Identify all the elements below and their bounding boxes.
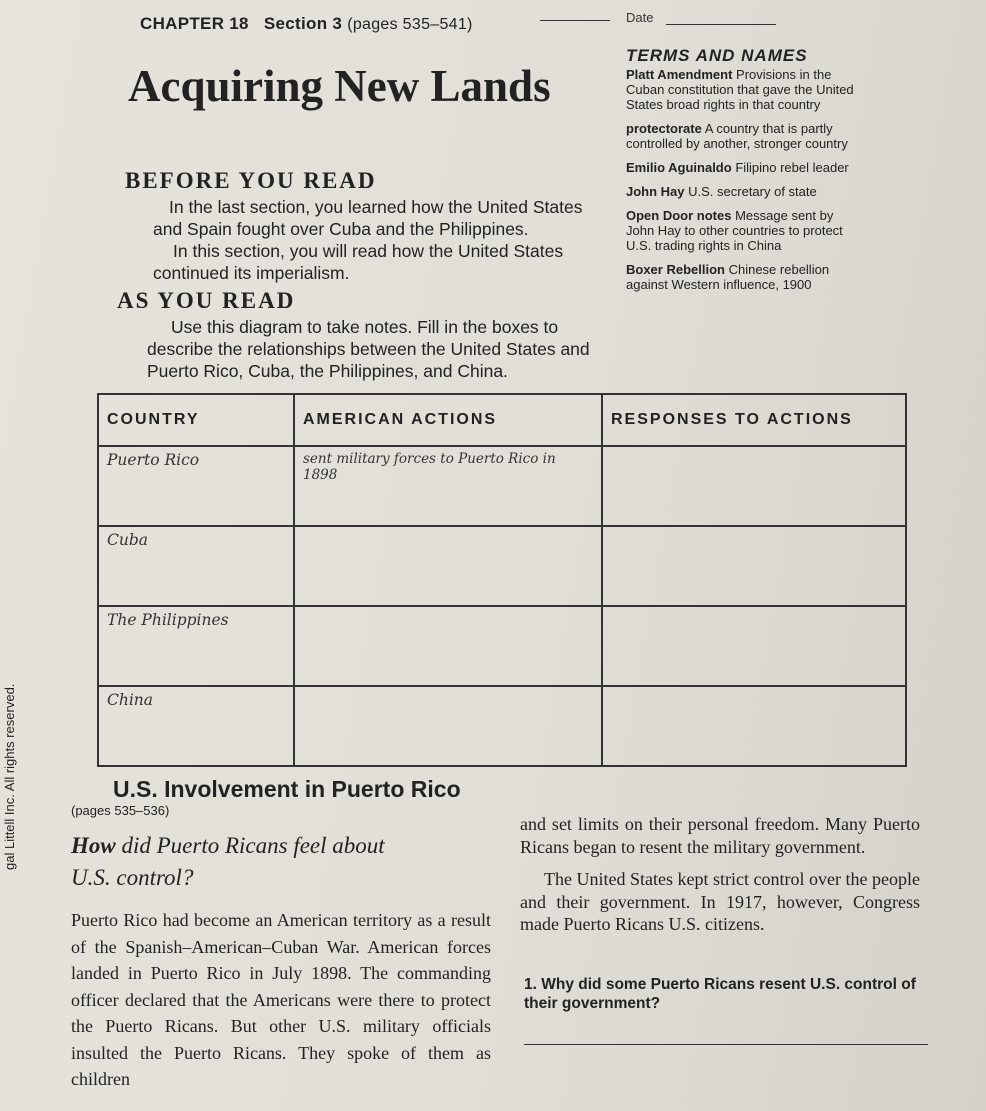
- response-cell[interactable]: [602, 446, 906, 526]
- col-header-country: COUNTRY: [98, 394, 294, 446]
- country-cell: The Philippines: [98, 606, 294, 686]
- country-cell: Cuba: [98, 526, 294, 606]
- question-1-number: 1.: [524, 976, 537, 993]
- as-you-read-p1: [147, 316, 607, 382]
- chapter-pages: (pages 535–541): [347, 16, 473, 33]
- term-def: U.S. secretary of state: [688, 184, 817, 199]
- term-def: Filipino rebel leader: [735, 160, 849, 175]
- date-label: Date: [626, 10, 654, 25]
- table-row: [98, 606, 906, 686]
- chapter-header: [140, 14, 473, 34]
- col-header-actions: AMERICAN ACTIONS: [294, 394, 602, 446]
- action-cell[interactable]: [294, 526, 602, 606]
- as-p1-text: Use this diagram to take notes. Fill in the boxes to describe the relationships between the United States and Puerto Rico, Cuba, the Philippines, and China.: [147, 317, 590, 381]
- section-label: Section 3: [263, 14, 343, 33]
- response-cell[interactable]: [602, 526, 906, 606]
- before-p2-text: In this section, you will read how the United States continued its imperialism.: [153, 241, 564, 283]
- response-cell[interactable]: [602, 606, 906, 686]
- header-rule: [540, 20, 610, 21]
- section-heading: U.S. Involvement in Puerto Rico: [113, 776, 461, 802]
- term-name: protectorate: [626, 121, 702, 136]
- term-item: [626, 184, 856, 199]
- term-item: [626, 160, 856, 175]
- term-item: [626, 208, 856, 253]
- term-def: A country that is partly controlled by another, stronger country: [626, 121, 848, 151]
- before-you-read-p1: [153, 196, 601, 240]
- action-cell[interactable]: sent military forces to Puerto Rico in 1898: [294, 446, 602, 526]
- country-cell: Puerto Rico: [98, 446, 294, 526]
- table-row: [98, 446, 906, 526]
- as-you-read-heading: AS YOU READ: [117, 288, 296, 313]
- focus-question: [71, 830, 391, 894]
- country-cell: China: [98, 686, 294, 766]
- terms-and-names-box: [626, 48, 856, 301]
- left-body-text: Puerto Rico had become an American territory as a result of the Spanish–American–Cuban War. American forces landed in Puerto Rico in July 1898. The commanding officer declared that the Americans were there to protect the Puerto Ricans. But other U.S. military officials insulted the Puerto Ricans. They spoke of them as children: [71, 910, 491, 1089]
- before-p1-text: In the last section, you learned how the United States and Spain fought over Cuba and the Philippines.: [153, 197, 583, 239]
- response-cell[interactable]: [602, 686, 906, 766]
- focus-question-bold: How: [71, 833, 116, 858]
- term-name: Emilio Aguinaldo: [626, 160, 732, 175]
- term-item: [626, 262, 856, 292]
- term-name: John Hay: [626, 184, 685, 199]
- term-item: [626, 121, 856, 151]
- before-you-read-p2: [153, 240, 601, 284]
- notes-table: [97, 393, 907, 767]
- right-body-p2: The United States kept strict control over the people and their government. In 1917, however, Congress made Puerto Ricans U.S. citizens.: [520, 869, 920, 934]
- page-title: Acquiring New Lands: [128, 61, 551, 111]
- question-1-text: Why did some Puerto Ricans resent U.S. control of their government?: [524, 976, 916, 1012]
- col-header-responses: RESPONSES TO ACTIONS: [602, 394, 906, 446]
- term-name: Open Door notes: [626, 208, 732, 223]
- focus-question-text: did Puerto Ricans feel about U.S. control?: [71, 833, 385, 890]
- term-def: Chinese rebellion against Western influence, 1900: [626, 262, 830, 292]
- table-row: [98, 686, 906, 766]
- term-name: Platt Amendment: [626, 67, 733, 82]
- term-def: Provisions in the Cuban constitution that gave the United States broad rights in that country: [626, 67, 854, 112]
- terms-title: TERMS AND NAMES: [626, 46, 808, 65]
- answer-line[interactable]: [524, 1044, 928, 1045]
- action-cell[interactable]: [294, 606, 602, 686]
- term-def: Message sent by John Hay to other countries to protect U.S. trading rights in China: [626, 208, 843, 253]
- action-cell[interactable]: [294, 686, 602, 766]
- before-you-read-heading: BEFORE YOU READ: [125, 168, 377, 193]
- table-header-row: [98, 394, 906, 446]
- table-row: [98, 526, 906, 606]
- right-body: [520, 813, 920, 936]
- term-name: Boxer Rebellion: [626, 262, 725, 277]
- chapter-label: CHAPTER 18: [140, 14, 249, 33]
- margin-copyright: gal Littell Inc. All rights reserved.: [2, 683, 17, 870]
- right-body-p1: and set limits on their personal freedom. Many Puerto Ricans began to resent the military government.: [520, 814, 920, 857]
- question-1: [524, 975, 924, 1013]
- term-item: [626, 67, 856, 112]
- date-field-line[interactable]: [666, 24, 776, 25]
- section-pages: (pages 535–536): [71, 803, 170, 818]
